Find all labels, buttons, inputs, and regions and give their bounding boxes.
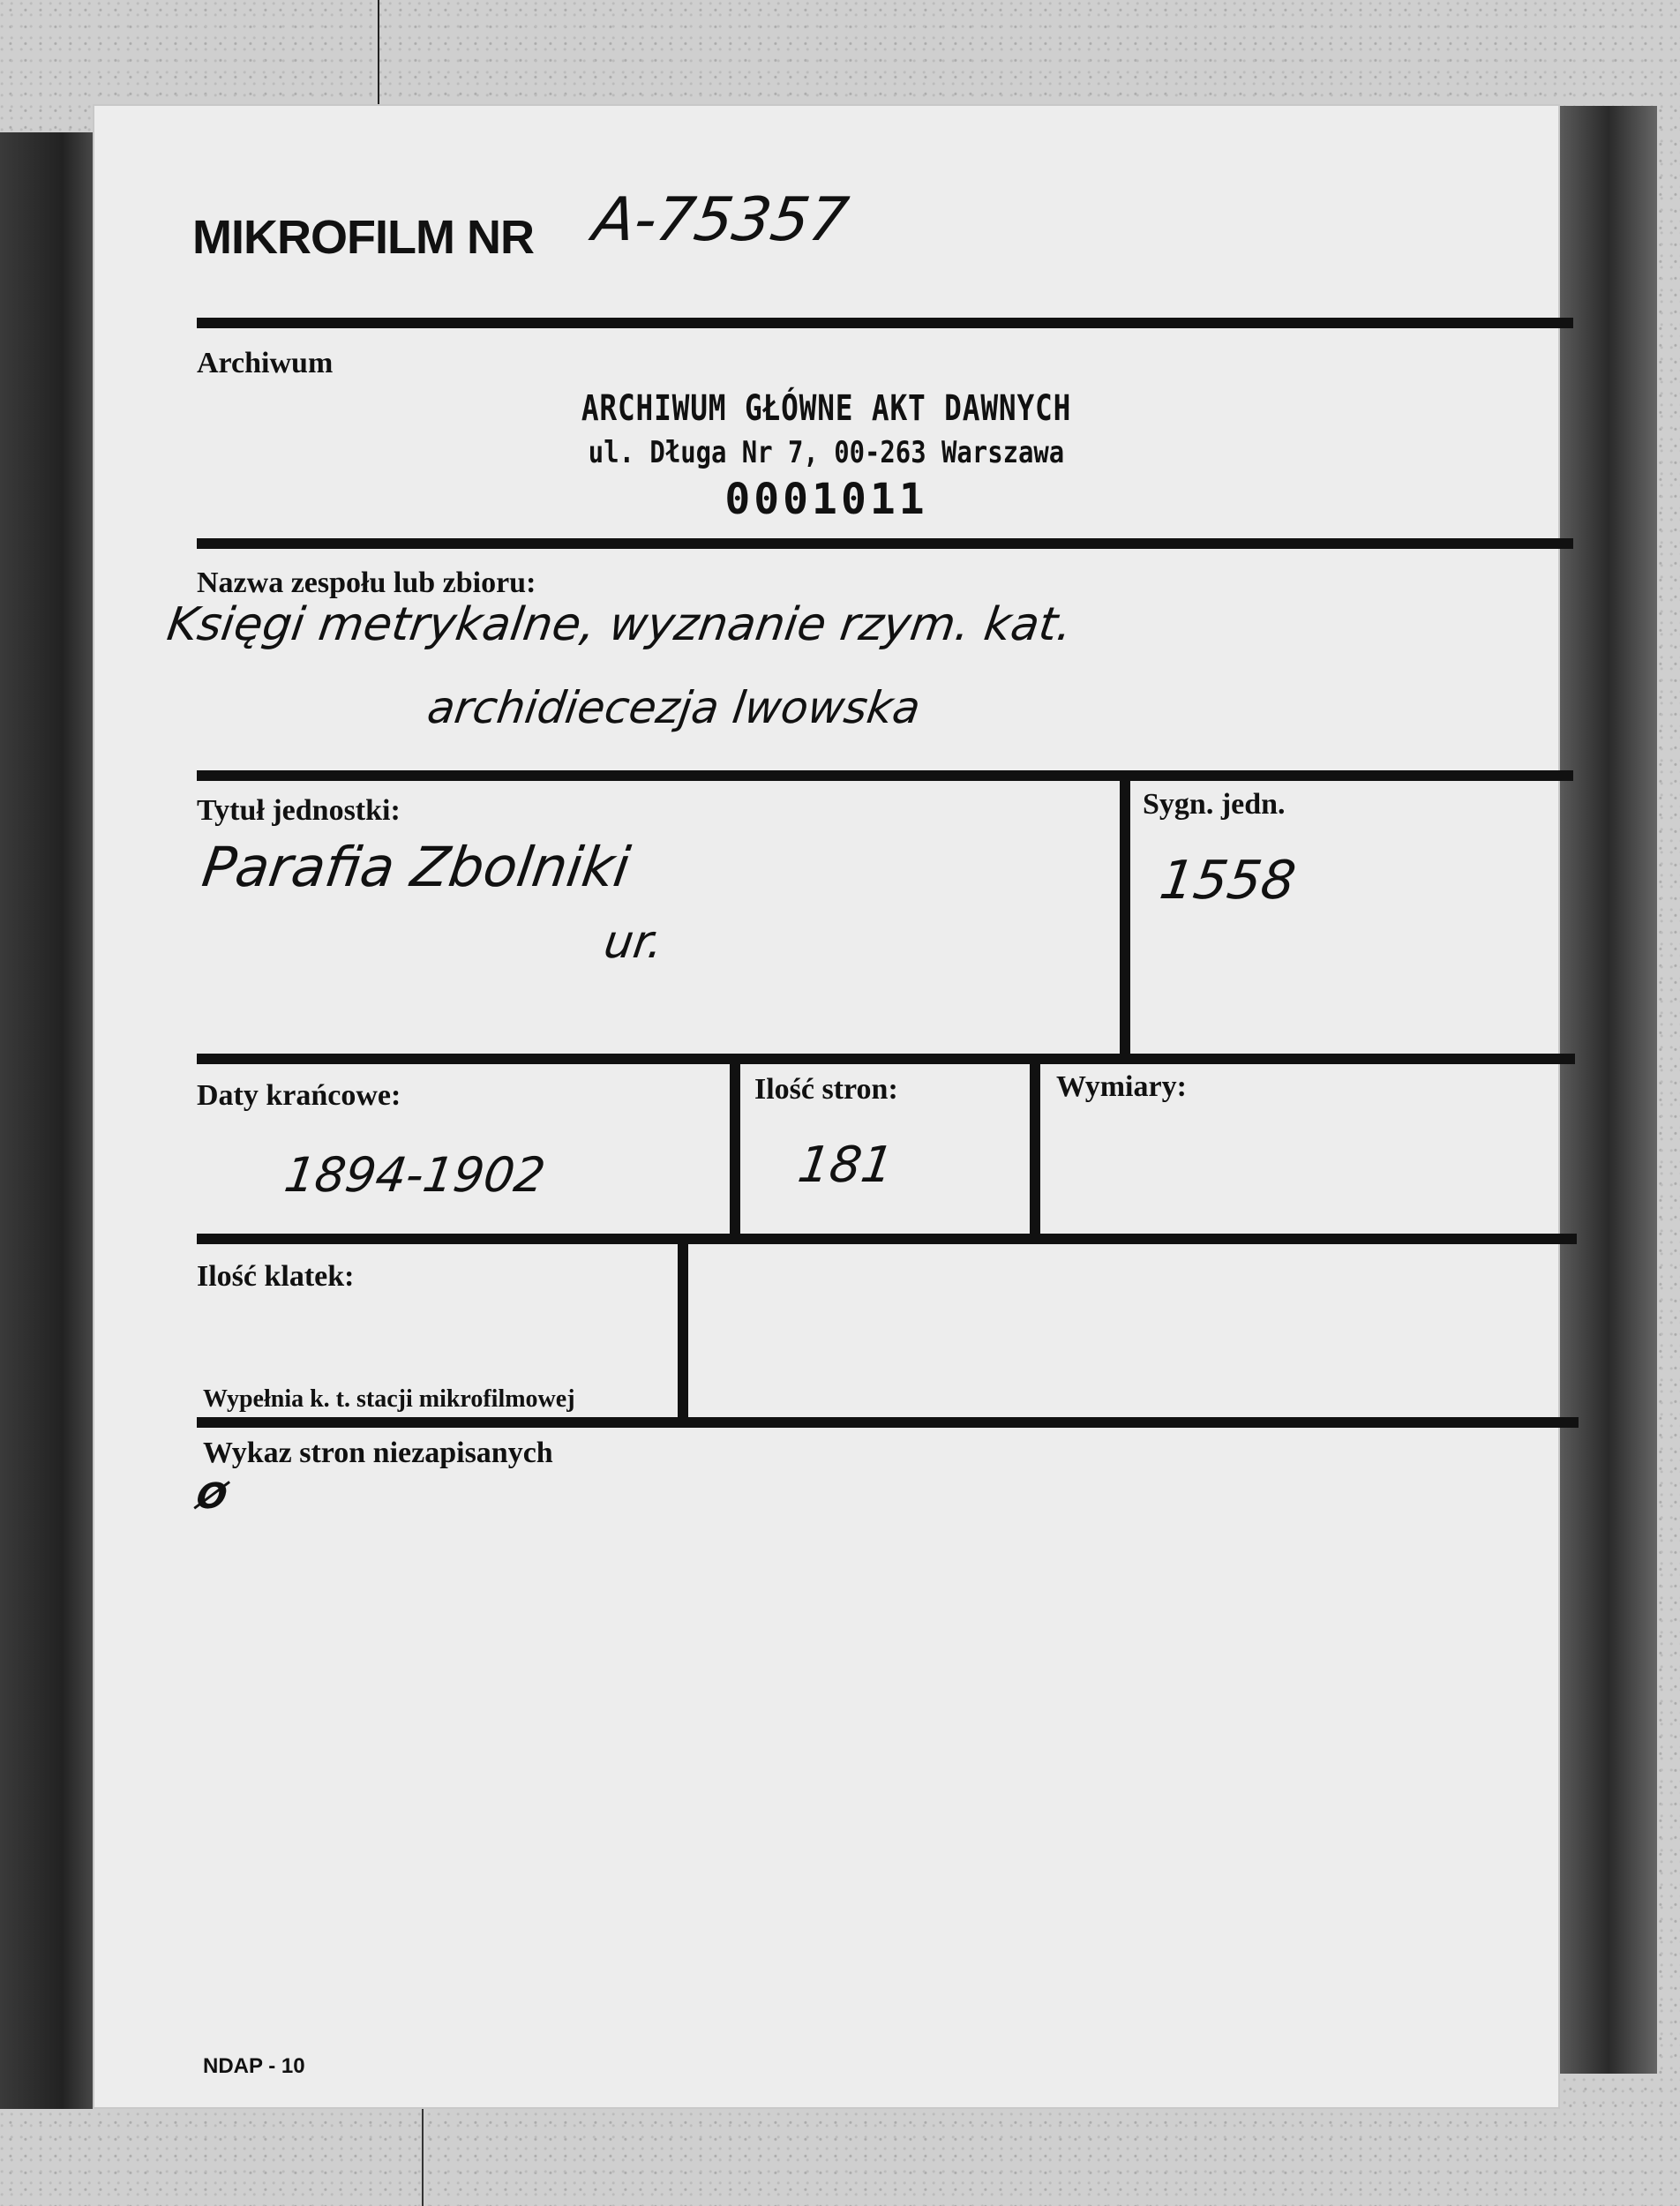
card-title-text: MIKROFILM NR	[192, 211, 534, 264]
unit-title-label: Tytuł jednostki:	[197, 794, 401, 827]
collection-label: Nazwa zespołu lub zbioru:	[197, 567, 536, 599]
rule-frames-top	[197, 1234, 1577, 1244]
collection-value-line2: archidiecezja lwowska	[424, 682, 924, 733]
pages-value: 181	[794, 1137, 897, 1194]
rule-signature-divider	[1120, 775, 1130, 1062]
frames-note: Wypełnia k. t. stacji mikrofilmowej	[203, 1385, 575, 1413]
rule-frames-divider	[678, 1239, 688, 1426]
unit-title-value: Parafia Zbolniki	[198, 835, 634, 899]
scan-line-bottom	[422, 2096, 424, 2206]
dates-value: 1894-1902	[281, 1147, 549, 1203]
blank-pages-label: Wykaz stron niezapisanych	[203, 1437, 553, 1469]
form-code: NDAP - 10	[203, 2054, 305, 2078]
rule-collection-top	[197, 538, 1573, 549]
unit-title-suffix: ur.	[600, 916, 667, 969]
scan-edge-right	[1560, 106, 1657, 2074]
pages-label: Ilość stron:	[754, 1073, 898, 1106]
collection-value-line1: Księgi metrykalne, wyznanie rzym. kat.	[163, 598, 1076, 651]
rule-dates-divider	[730, 1057, 740, 1242]
rule-pages-divider	[1030, 1057, 1040, 1242]
archive-stamp-code: 0001011	[724, 475, 928, 524]
archive-label: Archiwum	[197, 347, 334, 379]
card-title	[192, 210, 534, 265]
rule-details-top	[197, 1054, 1575, 1064]
blank-pages-value: Ø	[193, 1476, 230, 1517]
archive-stamp-line2: ul. Długa Nr 7, 00-263 Warszawa	[588, 435, 1065, 470]
microfilm-number: A-75357	[589, 185, 852, 255]
rule-archive-top	[197, 318, 1573, 328]
signature-label: Sygn. jedn.	[1143, 788, 1286, 821]
frames-label: Ilość klatek:	[197, 1260, 355, 1293]
rule-blank-top	[197, 1417, 1579, 1428]
scan-edge-left	[0, 132, 104, 2109]
dates-label: Daty krańcowe:	[197, 1079, 401, 1112]
archive-stamp-line1: ARCHIWUM GŁÓWNE AKT DAWNYCH	[581, 388, 1072, 429]
rule-unit-top	[197, 770, 1573, 781]
dimensions-label: Wymiary:	[1056, 1070, 1187, 1103]
signature-value: 1558	[1156, 850, 1300, 912]
microfilm-card	[93, 104, 1560, 2109]
